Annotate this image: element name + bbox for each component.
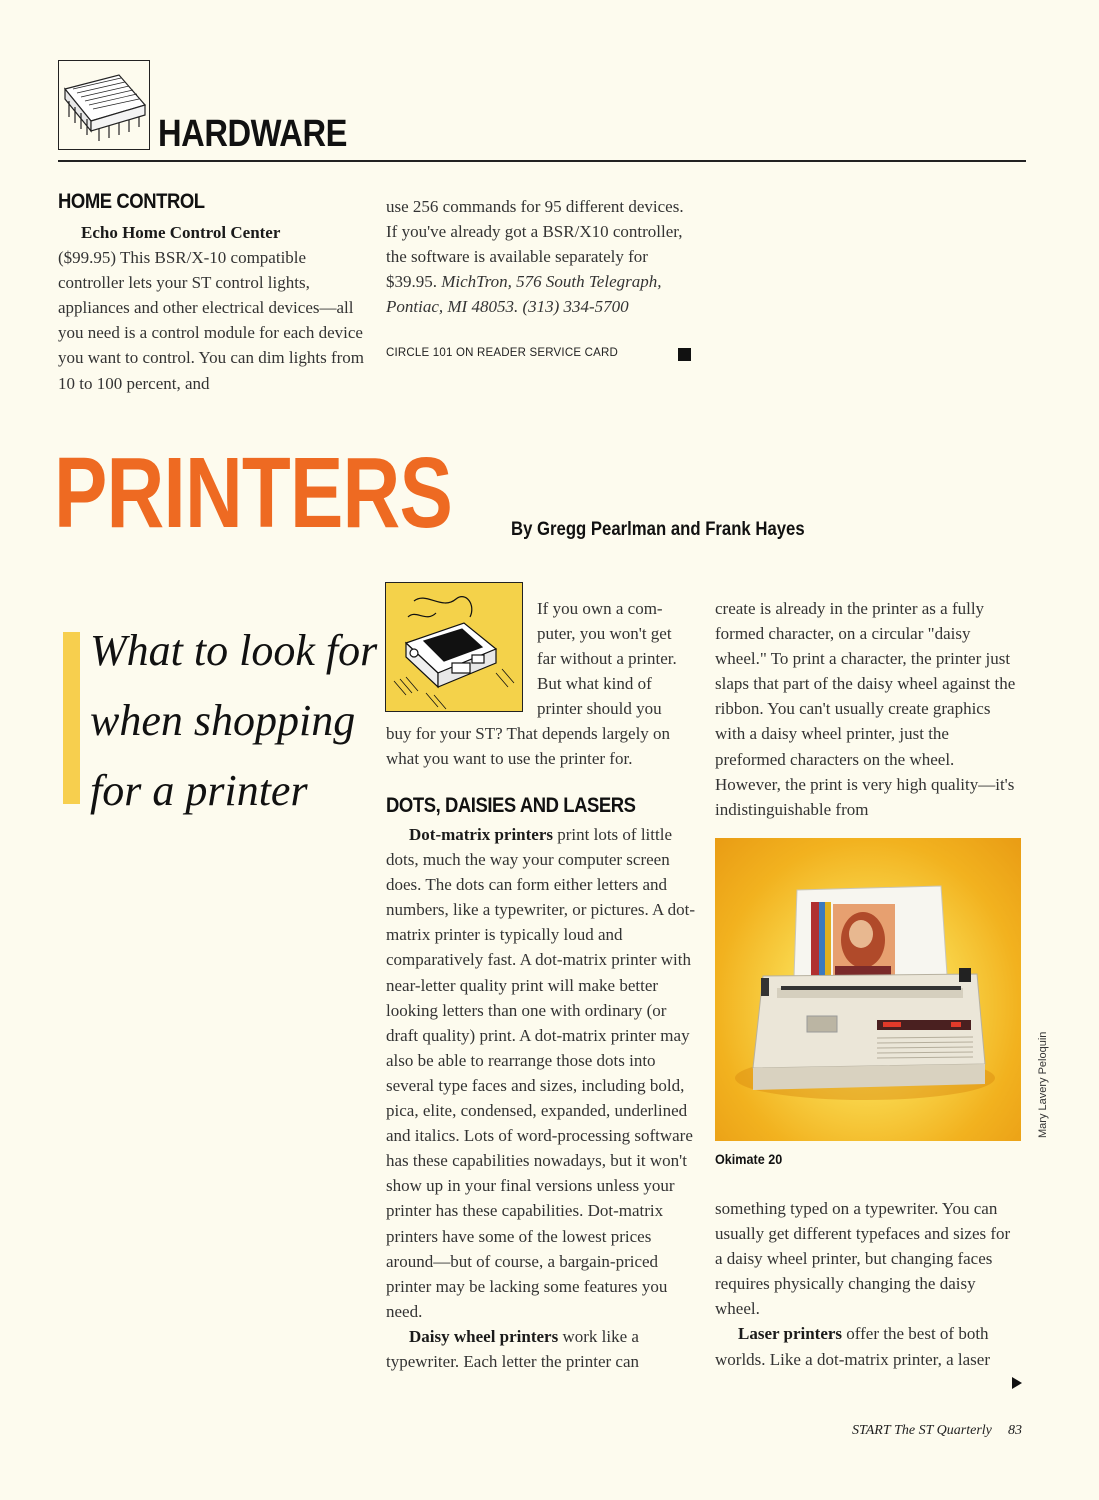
reader-service-note: CIRCLE 101 ON READER SERVICE CARD	[386, 347, 618, 359]
photo-caption: Okimate 20	[715, 1151, 783, 1167]
column-2-body	[386, 822, 696, 1374]
photo-credit: Mary Lavery Peloquin	[1037, 1031, 1049, 1138]
chip-icon-box	[58, 60, 150, 150]
daisy-text: work like a typewriter. Each letter the printer can	[386, 1326, 639, 1371]
section-label: HARDWARE	[158, 113, 348, 155]
intro-line: But what kind of	[537, 674, 652, 694]
laser-text: offer the best of both worlds. Like a dot-matrix printer, a laser	[715, 1324, 991, 1369]
intro-rest: buy for your ST? That depends largely on what you want to use the printer for.	[386, 724, 671, 769]
intro-line: If you own a com-	[537, 599, 663, 618]
printer-icon	[386, 583, 522, 711]
subhead: DOTS, DAISIES AND LASERS	[386, 794, 636, 817]
footer-magazine	[852, 1423, 992, 1439]
printer-icon-box	[385, 582, 523, 712]
intro-line: far without a printer.	[537, 649, 677, 669]
pullquote-line: when shopping	[90, 696, 356, 745]
page-number: 83	[1008, 1423, 1022, 1438]
column-3-bottom	[715, 1196, 1020, 1372]
home-control-heading: HOME CONTROL	[58, 190, 205, 213]
column-3-top: create is already in the printer as a fully formed character, on a circular "daisy wheel." To print a character, the printer just slaps that part of the daisy wheel against the ribbon. You can't usually create graphics with a daisy wheel printer, just the preformed characters on the wheel. However, the print is very high quality—it's indistinguishable from	[715, 599, 1016, 819]
header-rule	[58, 160, 1026, 162]
home-control-col1-text: ($99.95) This BSR/X-10 compatible controller lets your ST control lights, appliances and other electrical devices—all you need is a control module for each device you want to control. You can dim lights from 10 to 100 percent, and	[58, 248, 364, 393]
daisy-lead: Daisy wheel printers	[409, 1326, 559, 1346]
laser-lead: Laser printers	[738, 1324, 843, 1344]
okimate-printer-image	[715, 838, 1021, 1141]
article-title: PRINTERS	[54, 437, 453, 549]
pullquote-bar	[63, 632, 80, 804]
magazine-rest: The ST Quarterly	[894, 1423, 992, 1438]
printer-photo	[715, 838, 1021, 1141]
dot-matrix-text: print lots of little dots, much the way your computer screen does. The dots can form either letters and numbers, like a typewriter, or pictures. A dot-matrix printer is typically loud and comparatively fast. A dot-matrix printer with near-letter quality print will make better looking letters than one with ordinary (or draft quality) print. A dot-matrix printer may also be able to rearrange those dots into several type faces and sizes, including bold, pica, elite, condensed, expanded, underlined and italics. Lots of word-processing software has these capabilities nowadays, but it won't show up in your final versions unless your printer has these capabilities. Dot-matrix printers have some of the lowest prices around—but of course, a bargain-priced printer may be lacking some features you need.	[386, 825, 696, 1321]
home-control-col1	[58, 220, 368, 396]
product-name: Echo Home Control Center	[81, 223, 281, 242]
continue-arrow-icon	[1012, 1377, 1022, 1389]
dot-matrix-lead: Dot-matrix printers	[409, 825, 553, 844]
intro-wrap	[537, 596, 697, 721]
intro-line: puter, you won't get	[537, 624, 672, 644]
pullquote-line: for a printer	[90, 766, 308, 815]
home-control-col2	[386, 194, 696, 319]
byline: By Gregg Pearlman and Frank Hayes	[511, 519, 805, 540]
magazine-start: START	[852, 1423, 891, 1438]
column-3-bottom-text: something typed on a typewriter. You can usually get different typefaces and sizes for a daisy wheel printer, but changing faces requires physically changing the daisy wheel.	[715, 1199, 1011, 1319]
contact-info: MichTron, 576 South Telegraph, Pontiac, MI 48053. (313) 334-5700	[386, 272, 662, 317]
end-mark	[678, 348, 691, 361]
intro-line: printer should you	[537, 699, 662, 719]
home-control-col2-text: use 256 commands for 95 different devices. If you've already got a BSR/X10 controller, the software is available separately for $39.95.	[386, 197, 684, 292]
pullquote	[90, 616, 380, 826]
chip-icon	[59, 61, 149, 149]
pullquote-line: What to look for	[90, 626, 378, 675]
